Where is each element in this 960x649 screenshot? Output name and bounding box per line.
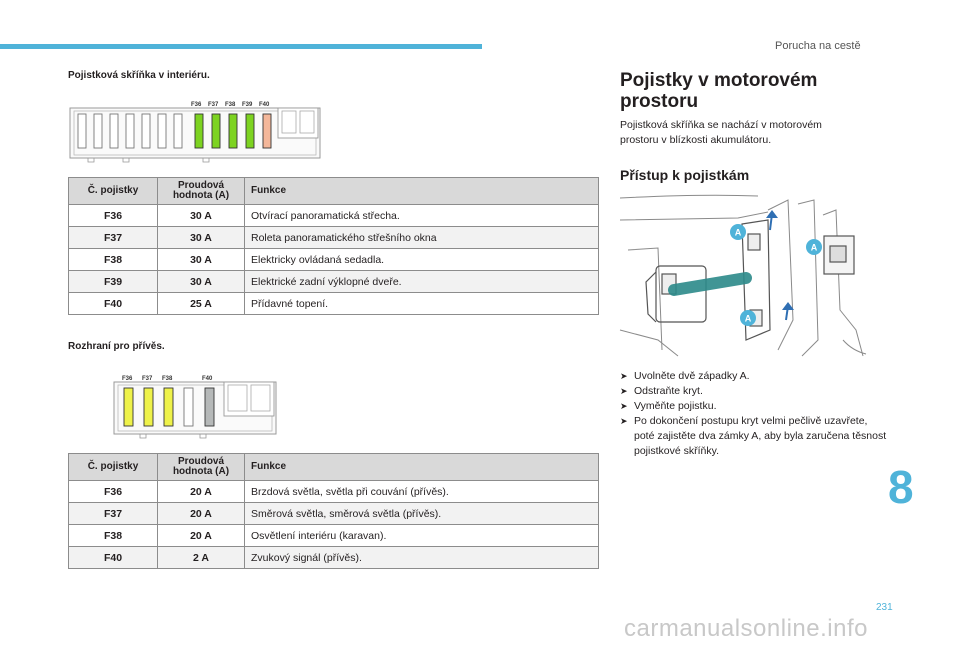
list-item: ➤ Vyměňte pojistku. (620, 400, 717, 412)
trailer-label-f37: F37 (142, 376, 153, 382)
engine-fuses-title: Pojistky v motorovém prostoru (620, 70, 818, 112)
fuse-amperage: 30 A (158, 205, 245, 227)
trailer-label-f38: F38 (162, 376, 173, 382)
fuse-amperage: 2 A (158, 547, 245, 569)
fuse-function: Elektricky ovládaná sedadla. (245, 249, 599, 271)
fuse-f39 (246, 114, 254, 148)
fuse-f36 (195, 114, 203, 148)
fuse-number: F40 (69, 547, 158, 569)
engine-fusebox-illustration (618, 190, 868, 358)
watermark: carmanualsonline.info (624, 615, 868, 642)
fuse-number: F37 (69, 227, 158, 249)
label-f36: F36 (191, 102, 202, 108)
col-header-fuse-no: Č. pojistky (69, 454, 158, 481)
list-item: ➤ Odstraňte kryt. (620, 385, 703, 397)
trailer-interface-caption: Rozhraní pro přívěs. (68, 341, 165, 352)
fuse-f38 (229, 114, 237, 148)
interior-fusebox-caption: Pojistková skříňka v interiéru. (68, 70, 210, 81)
arrow-bullet-icon: ➤ (620, 371, 628, 381)
fuse-number: F38 (69, 249, 158, 271)
arrow-bullet-icon: ➤ (620, 386, 628, 396)
list-item: ➤ Po dokončení postupu kryt velmi pečlivě uzavřete, poté zajistěte dva zámky A, aby byla zaručena těsnost pojistkové skříňky. (620, 415, 887, 457)
fuse-amperage: 20 A (158, 525, 245, 547)
fuse-function: Elektrické zadní výklopné dveře. (245, 271, 599, 293)
col-header-function: Funkce (245, 178, 599, 205)
fuse-f40 (263, 114, 271, 148)
interior-fuse-table (68, 177, 599, 315)
arrow-bullet-icon: ➤ (620, 401, 628, 411)
trailer-label-f36: F36 (122, 376, 133, 382)
fuse-amperage: 30 A (158, 271, 245, 293)
label-f40: F40 (259, 102, 270, 108)
arrow-bullet-icon: ➤ (620, 416, 628, 426)
table-row (69, 293, 599, 315)
trailer-fuse-f40 (205, 388, 214, 426)
header-accent-bar (0, 44, 482, 49)
fuse-amperage: 25 A (158, 293, 245, 315)
engine-fuses-intro: Pojistková skříňka se nachází v motorovém prostoru v blízkosti akumulátoru. (620, 119, 822, 146)
fuse-amperage: 20 A (158, 503, 245, 525)
fuse-number: F36 (69, 481, 158, 503)
trailer-label-f40: F40 (202, 376, 213, 382)
fuse-function: Přídavné topení. (245, 293, 599, 315)
table-row (69, 547, 599, 569)
list-item: ➤ Uvolněte dvě západky A. (620, 370, 750, 382)
label-f37: F37 (208, 102, 219, 108)
fuse-number: F40 (69, 293, 158, 315)
table-row (69, 271, 599, 293)
fuse-number: F37 (69, 503, 158, 525)
page-number: 231 (876, 602, 893, 613)
col-header-fuse-no: Č. pojistky (69, 178, 158, 205)
table-row (69, 525, 599, 547)
table-row (69, 205, 599, 227)
fuse-number: F39 (69, 271, 158, 293)
table-row (69, 503, 599, 525)
callout-a-lower-label: A (744, 313, 752, 324)
procedure-steps (620, 369, 890, 459)
fuse-amperage: 30 A (158, 227, 245, 249)
fuse-function: Otvírací panoramatická střecha. (245, 205, 599, 227)
fuse-function: Zvukový signál (přívěs). (245, 547, 599, 569)
label-f38: F38 (225, 102, 236, 108)
fuse-function: Směrová světla, směrová světla (přívěs). (245, 503, 599, 525)
fuse-f37 (212, 114, 220, 148)
trailer-fuse-f38 (164, 388, 173, 426)
label-f39: F39 (242, 102, 253, 108)
chapter-title: Porucha na cestě (775, 40, 861, 52)
trailer-fusebox-diagram (110, 372, 280, 440)
fuse-function: Brzdová světla, světla při couvání (přívěs). (245, 481, 599, 503)
trailer-fuse-table (68, 453, 599, 569)
col-header-amperage: Proudová hodnota (A) (158, 178, 245, 205)
interior-fusebox-diagram (68, 98, 323, 163)
fuse-function: Osvětlení interiéru (karavan). (245, 525, 599, 547)
table-row (69, 249, 599, 271)
col-header-function: Funkce (245, 454, 599, 481)
table-row (69, 227, 599, 249)
callout-a-right-label: A (810, 242, 818, 253)
chapter-number: 8 (888, 461, 914, 513)
callout-a-upper-label: A (734, 227, 742, 238)
trailer-fuse-f36 (124, 388, 133, 426)
trailer-fuse-f37 (144, 388, 153, 426)
fuse-amperage: 30 A (158, 249, 245, 271)
fuse-function: Roleta panoramatického střešního okna (245, 227, 599, 249)
col-header-amperage: Proudová hodnota (A) (158, 454, 245, 481)
table-row (69, 481, 599, 503)
fuse-number: F36 (69, 205, 158, 227)
access-fuses-subtitle: Přístup k pojistkám (620, 167, 750, 183)
fuse-number: F38 (69, 525, 158, 547)
fuse-amperage: 20 A (158, 481, 245, 503)
